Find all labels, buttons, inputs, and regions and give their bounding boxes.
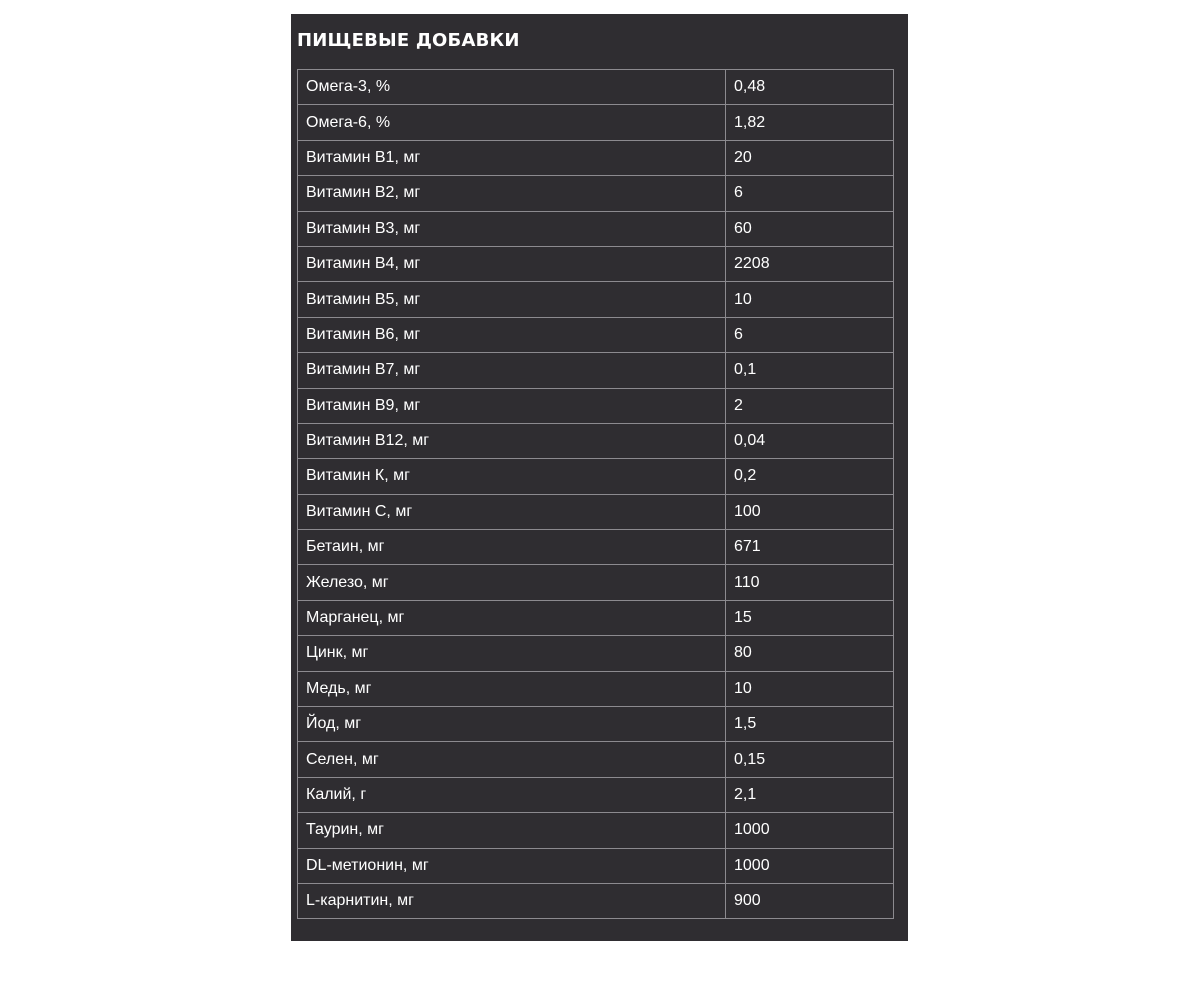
table-row [298,671,894,706]
nutrient-name: Калий, г [298,777,726,812]
nutrient-value: 671 [726,530,894,565]
table-row [298,777,894,812]
table-row [298,636,894,671]
nutrient-value: 80 [726,636,894,671]
nutrient-value: 900 [726,883,894,918]
table-row [298,353,894,388]
nutrient-value: 0,48 [726,70,894,105]
section-title: ПИЩЕВЫЕ ДОБАВКИ [297,30,520,51]
table-row [298,423,894,458]
table-row [298,600,894,635]
nutrient-value: 1,82 [726,105,894,140]
table-row [298,742,894,777]
nutrient-value: 0,1 [726,353,894,388]
table-row [298,530,894,565]
nutrient-name: Витамин К, мг [298,459,726,494]
nutrient-value: 6 [726,176,894,211]
table-row [298,70,894,105]
nutrient-value: 6 [726,317,894,352]
nutrient-name: Витамин В4, мг [298,246,726,281]
table-row [298,317,894,352]
nutrient-name: Витамин В9, мг [298,388,726,423]
table-row [298,494,894,529]
nutrient-name: Витамин С, мг [298,494,726,529]
nutrient-name: Омега-3, % [298,70,726,105]
nutrient-value: 2 [726,388,894,423]
nutrient-name: Витамин В3, мг [298,211,726,246]
nutrient-value: 0,04 [726,423,894,458]
nutrient-name: Витамин В12, мг [298,423,726,458]
table-body [298,70,894,919]
nutrient-value: 0,15 [726,742,894,777]
table-row [298,176,894,211]
nutrient-value: 100 [726,494,894,529]
table-row [298,883,894,918]
nutrient-name: DL-метионин, мг [298,848,726,883]
table-row [298,707,894,742]
table-row [298,388,894,423]
nutrient-value: 60 [726,211,894,246]
nutrient-name: Цинк, мг [298,636,726,671]
supplements-table [297,69,894,919]
nutrient-name: Витамин В1, мг [298,140,726,175]
nutrient-name: Таурин, мг [298,813,726,848]
table-row [298,105,894,140]
table-row [298,459,894,494]
table-row [298,140,894,175]
table-row [298,565,894,600]
table-row [298,246,894,281]
nutrient-value: 0,2 [726,459,894,494]
nutrient-value: 15 [726,600,894,635]
nutrient-value: 20 [726,140,894,175]
nutrient-value: 2208 [726,246,894,281]
nutrient-value: 10 [726,282,894,317]
nutrient-name: Бетаин, мг [298,530,726,565]
nutrient-value: 1000 [726,813,894,848]
nutrient-name: Железо, мг [298,565,726,600]
nutrient-name: L-карнитин, мг [298,883,726,918]
nutrient-name: Марганец, мг [298,600,726,635]
supplements-panel [291,14,908,941]
table-row [298,282,894,317]
table-row [298,813,894,848]
nutrient-value: 2,1 [726,777,894,812]
nutrient-name: Витамин В5, мг [298,282,726,317]
table-row [298,848,894,883]
nutrient-value: 10 [726,671,894,706]
nutrient-name: Омега-6, % [298,105,726,140]
nutrient-name: Селен, мг [298,742,726,777]
nutrient-value: 1000 [726,848,894,883]
nutrient-name: Витамин В6, мг [298,317,726,352]
nutrient-name: Витамин В2, мг [298,176,726,211]
nutrient-name: Витамин В7, мг [298,353,726,388]
nutrient-name: Медь, мг [298,671,726,706]
nutrient-value: 110 [726,565,894,600]
nutrient-value: 1,5 [726,707,894,742]
nutrient-name: Йод, мг [298,707,726,742]
table-row [298,211,894,246]
